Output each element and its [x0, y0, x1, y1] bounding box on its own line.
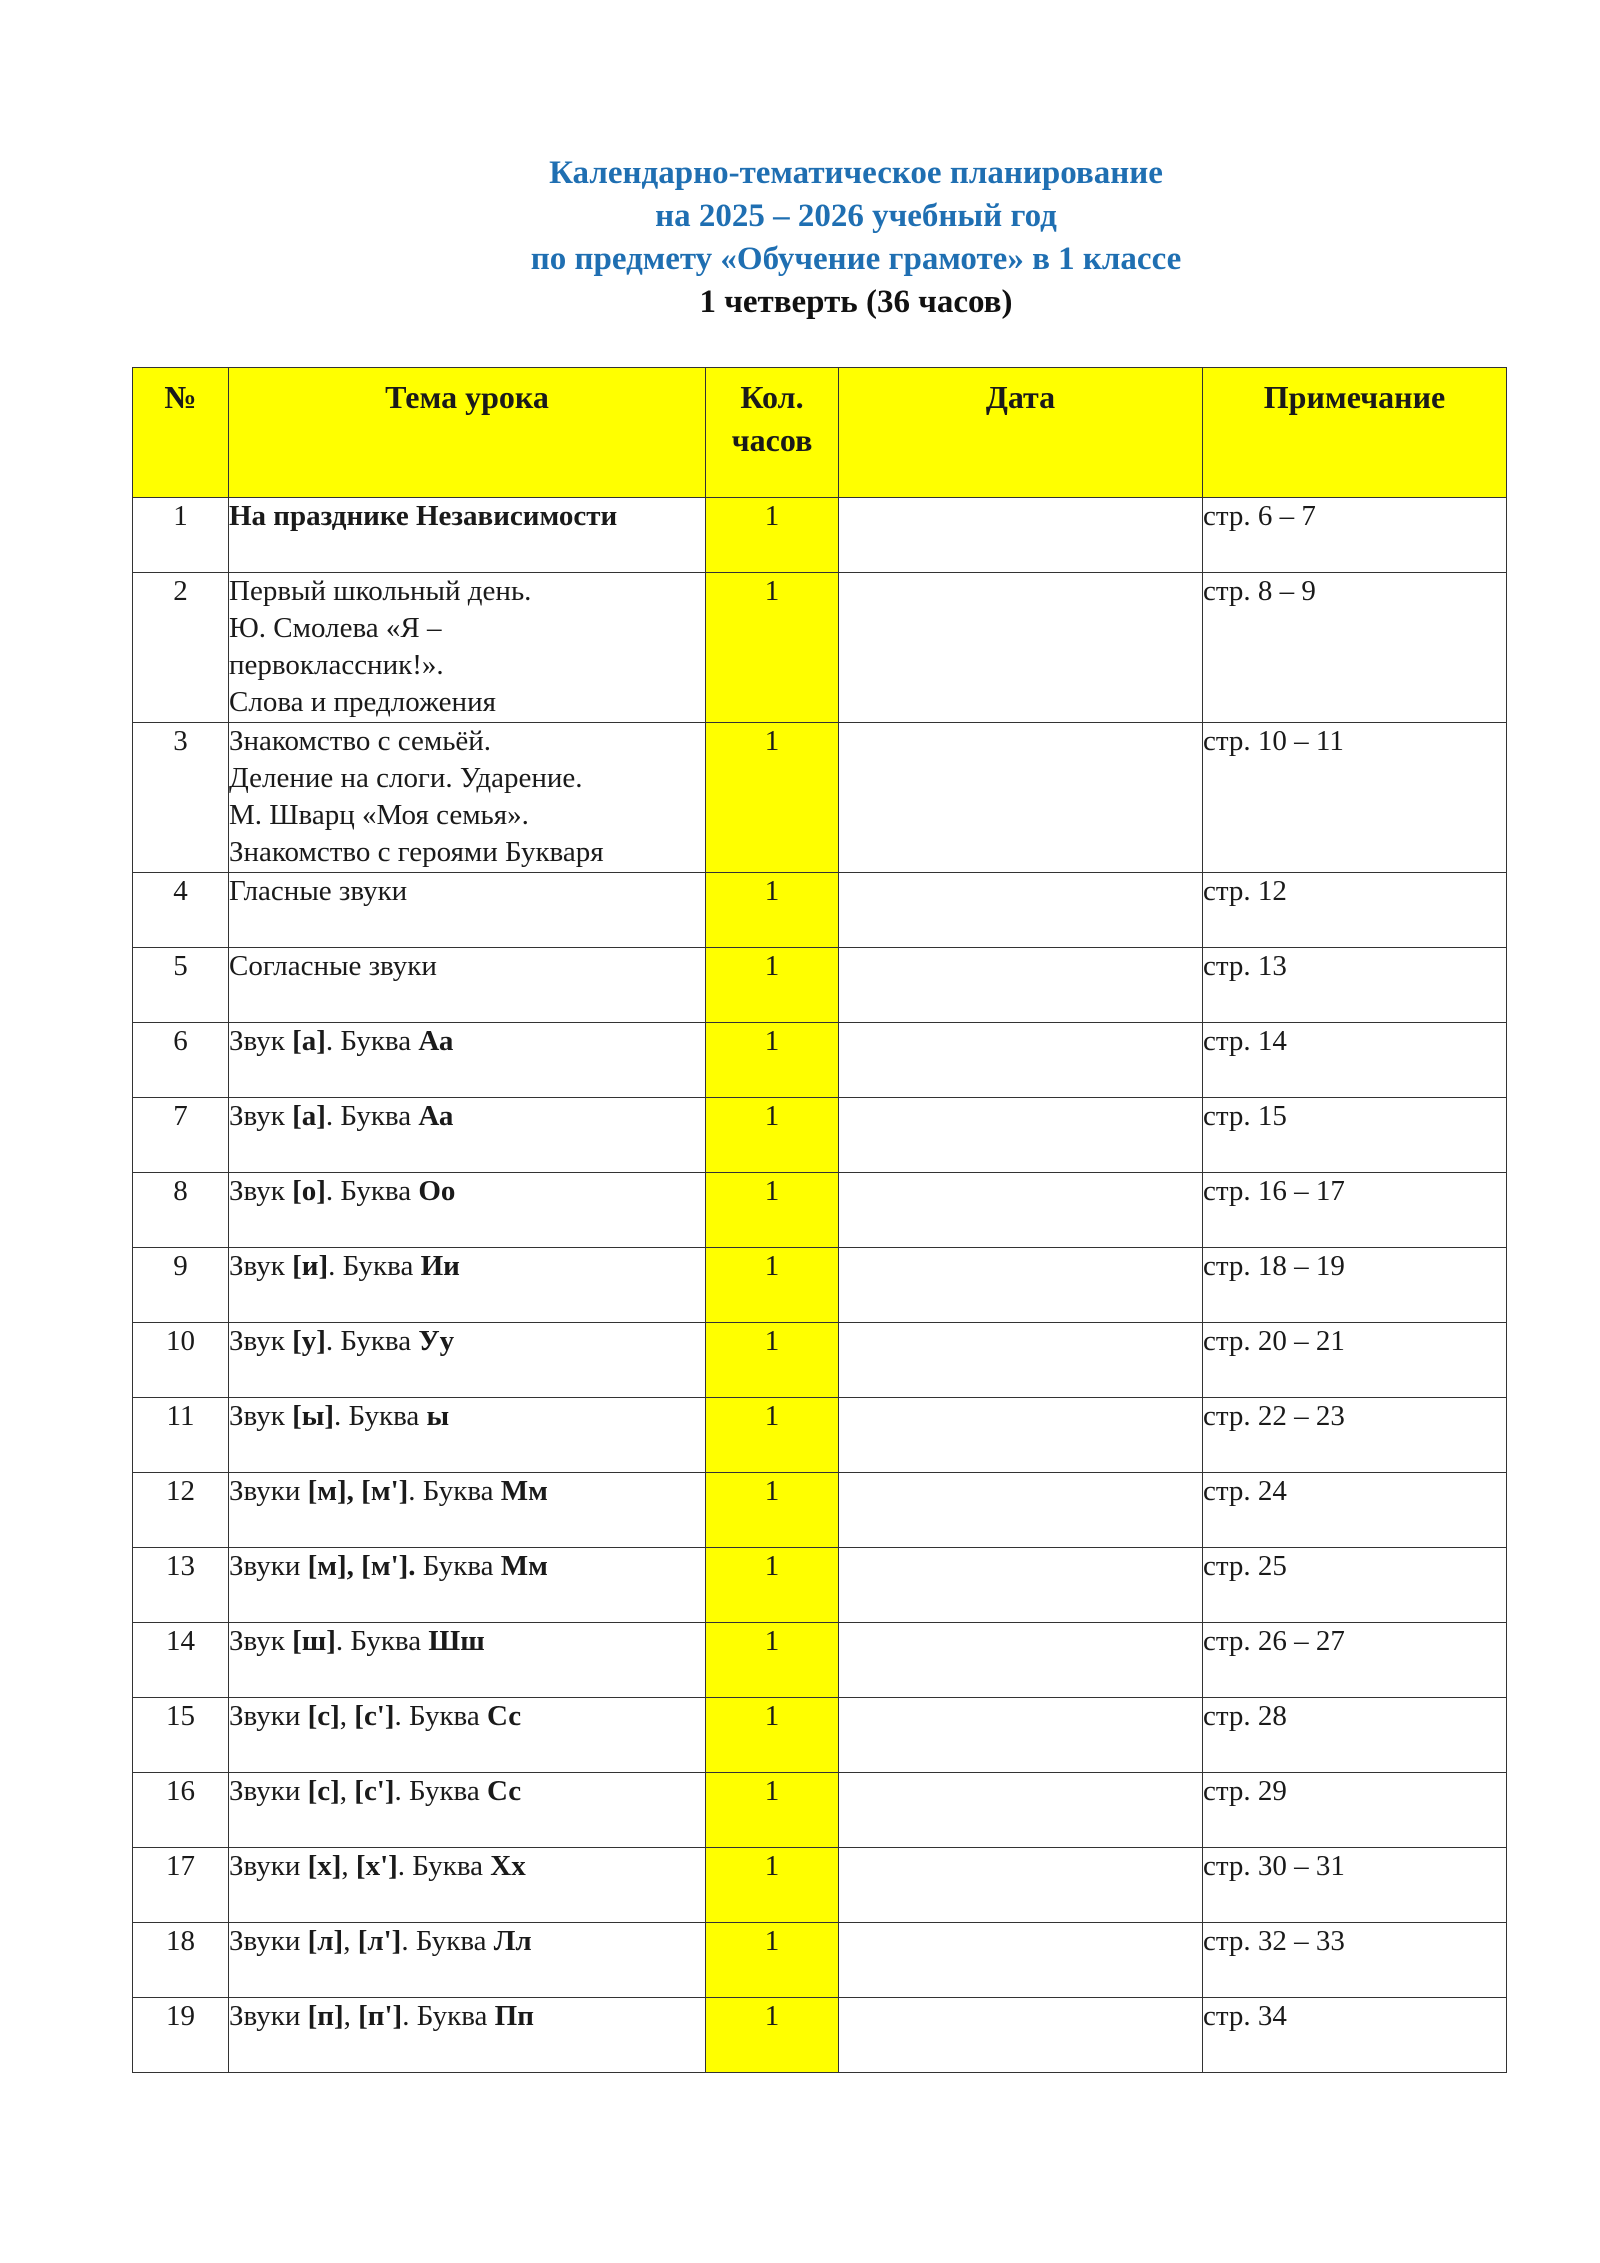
row-topic: [229, 1848, 706, 1923]
row-hours: 1: [706, 1398, 839, 1473]
row-hours: 1: [706, 498, 839, 573]
heading-school-year: на 2025 – 2026 учебный год: [655, 198, 1057, 234]
row-note: стр. 16 – 17: [1203, 1173, 1507, 1248]
topic-segment: Мм: [500, 1550, 548, 1582]
topic-segment: [с']: [354, 1775, 395, 1807]
row-number: 11: [133, 1398, 229, 1473]
topic-segment: Звуки: [229, 1850, 308, 1882]
row-date: [839, 1398, 1203, 1473]
topic-segment: Буква: [415, 1550, 501, 1582]
row-date: [839, 1173, 1203, 1248]
topic-segment: Звук: [229, 1100, 293, 1132]
row-topic: [229, 948, 706, 1023]
document-heading: [0, 152, 1600, 324]
table-body: [133, 498, 1507, 2073]
row-topic: [229, 1248, 706, 1323]
topic-segment: . Буква: [325, 1325, 419, 1357]
row-note: стр. 29: [1203, 1773, 1507, 1848]
row-topic: [229, 1773, 706, 1848]
topic-segment: [х]: [307, 1850, 342, 1882]
header-number: №: [133, 368, 229, 498]
topic-segment: Сс: [486, 1700, 522, 1732]
heading-title: Календарно-тематическое планирование: [549, 155, 1163, 191]
row-date: [839, 1623, 1203, 1698]
topic-segment: Звук: [229, 1325, 293, 1357]
row-date: [839, 723, 1203, 873]
row-topic: [229, 1098, 706, 1173]
topic-segment: . Буква: [325, 1175, 419, 1207]
topic-segment: Звуки: [229, 1700, 308, 1732]
row-number: 3: [133, 723, 229, 873]
table-row: [133, 1998, 1507, 2073]
topic-segment: Звуки: [229, 1550, 308, 1582]
topic-segment: Шш: [428, 1625, 485, 1657]
topic-segment: . Буква: [408, 1475, 501, 1507]
row-topic: [229, 573, 706, 723]
row-number: 2: [133, 573, 229, 723]
row-number: 13: [133, 1548, 229, 1623]
topic-segment: . Буква: [335, 1625, 429, 1657]
row-number: 5: [133, 948, 229, 1023]
row-date: [839, 1548, 1203, 1623]
row-number: 14: [133, 1623, 229, 1698]
row-topic: [229, 1698, 706, 1773]
table-row: [133, 1848, 1507, 1923]
topic-segment: Аа: [418, 1025, 454, 1057]
header-note: Примечание: [1203, 368, 1507, 498]
row-topic: [229, 498, 706, 573]
topic-segment: [л']: [357, 1925, 402, 1957]
row-hours: 1: [706, 1623, 839, 1698]
row-note: стр. 12: [1203, 873, 1507, 948]
header-hours-line2: часов: [731, 422, 813, 458]
row-number: 18: [133, 1923, 229, 1998]
table-row: [133, 1173, 1507, 1248]
topic-line: Деление на слоги. Ударение.: [229, 762, 583, 794]
row-number: 16: [133, 1773, 229, 1848]
topic-line: Первый школьный день.: [229, 575, 532, 607]
topic-segment: Звуки: [229, 2000, 308, 2032]
topic-line: Ю. Смолева «Я –: [229, 612, 442, 644]
row-date: [839, 873, 1203, 948]
row-number: 17: [133, 1848, 229, 1923]
topic-segment: Звуки: [229, 1925, 308, 1957]
table-row: [133, 1248, 1507, 1323]
topic-segment: Пп: [494, 2000, 534, 2032]
topic-segment: [с]: [307, 1700, 340, 1732]
row-note: стр. 13: [1203, 948, 1507, 1023]
topic-segment: Звук: [229, 1625, 293, 1657]
topic-segment: [л]: [307, 1925, 344, 1957]
row-topic: [229, 1548, 706, 1623]
row-hours: 1: [706, 1698, 839, 1773]
topic-segment: . Буква: [394, 1775, 487, 1807]
row-number: 12: [133, 1473, 229, 1548]
topic-segment: Ии: [420, 1250, 460, 1282]
row-date: [839, 1473, 1203, 1548]
row-number: 8: [133, 1173, 229, 1248]
row-date: [839, 1023, 1203, 1098]
row-hours: 1: [706, 1173, 839, 1248]
row-topic: [229, 1923, 706, 1998]
topic-segment: [ш]: [292, 1625, 336, 1657]
topic-segment: [м], [м']: [307, 1475, 409, 1507]
table-row: [133, 1698, 1507, 1773]
topic-segment: Звуки: [229, 1775, 308, 1807]
row-number: 10: [133, 1323, 229, 1398]
table-row: [133, 723, 1507, 873]
row-date: [839, 1323, 1203, 1398]
row-date: [839, 1773, 1203, 1848]
row-hours: 1: [706, 1923, 839, 1998]
row-hours: 1: [706, 1548, 839, 1623]
topic-segment: . Буква: [401, 1925, 494, 1957]
row-hours: 1: [706, 1098, 839, 1173]
row-topic: [229, 1473, 706, 1548]
header-topic: Тема урока: [229, 368, 706, 498]
row-date: [839, 1923, 1203, 1998]
topic-segment: [и]: [292, 1250, 329, 1282]
row-topic: [229, 1998, 706, 2073]
row-hours: 1: [706, 948, 839, 1023]
topic-segment: [у]: [292, 1325, 326, 1357]
row-topic: [229, 1023, 706, 1098]
row-number: 4: [133, 873, 229, 948]
heading-subject: по предмету «Обучение грамоте» в 1 классе: [530, 241, 1182, 277]
row-hours: 1: [706, 1998, 839, 2073]
topic-segment: [п']: [358, 2000, 403, 2032]
heading-quarter: 1 четверть (36 часов): [699, 284, 1013, 320]
topic-segment: . Буква: [397, 1850, 491, 1882]
table-row: [133, 873, 1507, 948]
row-note: стр. 10 – 11: [1203, 723, 1507, 873]
row-hours: 1: [706, 873, 839, 948]
topic-line: Знакомство с семьёй.: [229, 725, 492, 757]
row-note: стр. 8 – 9: [1203, 573, 1507, 723]
row-topic: [229, 1398, 706, 1473]
row-number: 1: [133, 498, 229, 573]
row-note: стр. 15: [1203, 1098, 1507, 1173]
row-note: стр. 6 – 7: [1203, 498, 1507, 573]
topic-segment: . Буква: [402, 2000, 495, 2032]
topic-segment: На празднике Независимости: [229, 500, 618, 532]
row-date: [839, 573, 1203, 723]
topic-segment: . Буква: [394, 1700, 487, 1732]
table-header-row: [133, 368, 1507, 498]
table-row: [133, 1473, 1507, 1548]
topic-segment: Согласные звуки: [229, 950, 437, 982]
topic-segment: [о]: [292, 1175, 326, 1207]
row-note: стр. 22 – 23: [1203, 1398, 1507, 1473]
row-topic: [229, 1623, 706, 1698]
row-date: [839, 1698, 1203, 1773]
topic-segment: [м], [м'].: [307, 1550, 416, 1582]
topic-segment: [ы]: [292, 1400, 335, 1432]
row-hours: 1: [706, 723, 839, 873]
row-date: [839, 1248, 1203, 1323]
row-number: 7: [133, 1098, 229, 1173]
topic-segment: ,: [341, 1850, 356, 1882]
header-hours-line1: Кол.: [740, 379, 804, 415]
table-row: [133, 948, 1507, 1023]
topic-segment: Звук: [229, 1400, 293, 1432]
row-date: [839, 1098, 1203, 1173]
topic-segment: ,: [339, 1700, 355, 1732]
topic-line: первоклассник!».: [229, 649, 444, 681]
topic-segment: Хх: [490, 1850, 526, 1882]
row-hours: 1: [706, 1473, 839, 1548]
row-note: стр. 28: [1203, 1698, 1507, 1773]
row-date: [839, 1848, 1203, 1923]
row-date: [839, 948, 1203, 1023]
table-row: [133, 1098, 1507, 1173]
row-note: стр. 18 – 19: [1203, 1248, 1507, 1323]
table-row: [133, 1548, 1507, 1623]
row-note: стр. 20 – 21: [1203, 1323, 1507, 1398]
row-note: стр. 25: [1203, 1548, 1507, 1623]
topic-line: Знакомство с героями Букваря: [229, 836, 604, 868]
row-topic: [229, 1173, 706, 1248]
row-number: 19: [133, 1998, 229, 2073]
row-date: [839, 498, 1203, 573]
topic-segment: [х']: [355, 1850, 398, 1882]
row-note: стр. 14: [1203, 1023, 1507, 1098]
table-row: [133, 1323, 1507, 1398]
topic-line: Слова и предложения: [229, 686, 496, 718]
row-hours: 1: [706, 1023, 839, 1098]
topic-segment: ,: [339, 1775, 355, 1807]
topic-segment: [а]: [292, 1025, 326, 1057]
table-row: [133, 1923, 1507, 1998]
table-row: [133, 1623, 1507, 1698]
table-row: [133, 498, 1507, 573]
row-hours: 1: [706, 1323, 839, 1398]
topic-segment: . Буква: [325, 1100, 419, 1132]
row-date: [839, 1998, 1203, 2073]
topic-segment: [а]: [292, 1100, 326, 1132]
row-hours: 1: [706, 573, 839, 723]
topic-segment: [п]: [307, 2000, 344, 2032]
row-hours: 1: [706, 1773, 839, 1848]
table-row: [133, 1773, 1507, 1848]
topic-segment: Мм: [500, 1475, 548, 1507]
row-topic: [229, 873, 706, 948]
topic-segment: Уу: [418, 1325, 455, 1357]
topic-segment: Аа: [418, 1100, 454, 1132]
topic-segment: ы: [426, 1400, 450, 1432]
topic-segment: Звуки: [229, 1475, 308, 1507]
table-row: [133, 573, 1507, 723]
topic-segment: . Буква: [328, 1250, 421, 1282]
topic-segment: Звук: [229, 1250, 293, 1282]
topic-segment: [с']: [354, 1700, 395, 1732]
row-hours: 1: [706, 1848, 839, 1923]
topic-segment: Гласные звуки: [229, 875, 408, 907]
table-row: [133, 1023, 1507, 1098]
topic-line: М. Шварц «Моя семья».: [229, 799, 529, 831]
header-hours: [706, 368, 839, 498]
row-note: стр. 30 – 31: [1203, 1848, 1507, 1923]
topic-segment: Оо: [418, 1175, 456, 1207]
topic-segment: Сс: [486, 1775, 522, 1807]
row-topic: [229, 1323, 706, 1398]
table-row: [133, 1398, 1507, 1473]
topic-segment: ,: [343, 2000, 359, 2032]
row-note: стр. 32 – 33: [1203, 1923, 1507, 1998]
row-hours: 1: [706, 1248, 839, 1323]
topic-segment: Звук: [229, 1025, 293, 1057]
topic-segment: Лл: [493, 1925, 532, 1957]
row-number: 6: [133, 1023, 229, 1098]
topic-segment: [с]: [307, 1775, 340, 1807]
row-number: 15: [133, 1698, 229, 1773]
row-note: стр. 24: [1203, 1473, 1507, 1548]
topic-segment: . Буква: [334, 1400, 427, 1432]
topic-segment: . Буква: [325, 1025, 419, 1057]
row-topic: [229, 723, 706, 873]
header-date: Дата: [839, 368, 1203, 498]
lesson-plan-table: [132, 367, 1507, 2073]
row-note: стр. 34: [1203, 1998, 1507, 2073]
row-number: 9: [133, 1248, 229, 1323]
topic-segment: Звук: [229, 1175, 293, 1207]
topic-segment: ,: [343, 1925, 358, 1957]
row-note: стр. 26 – 27: [1203, 1623, 1507, 1698]
